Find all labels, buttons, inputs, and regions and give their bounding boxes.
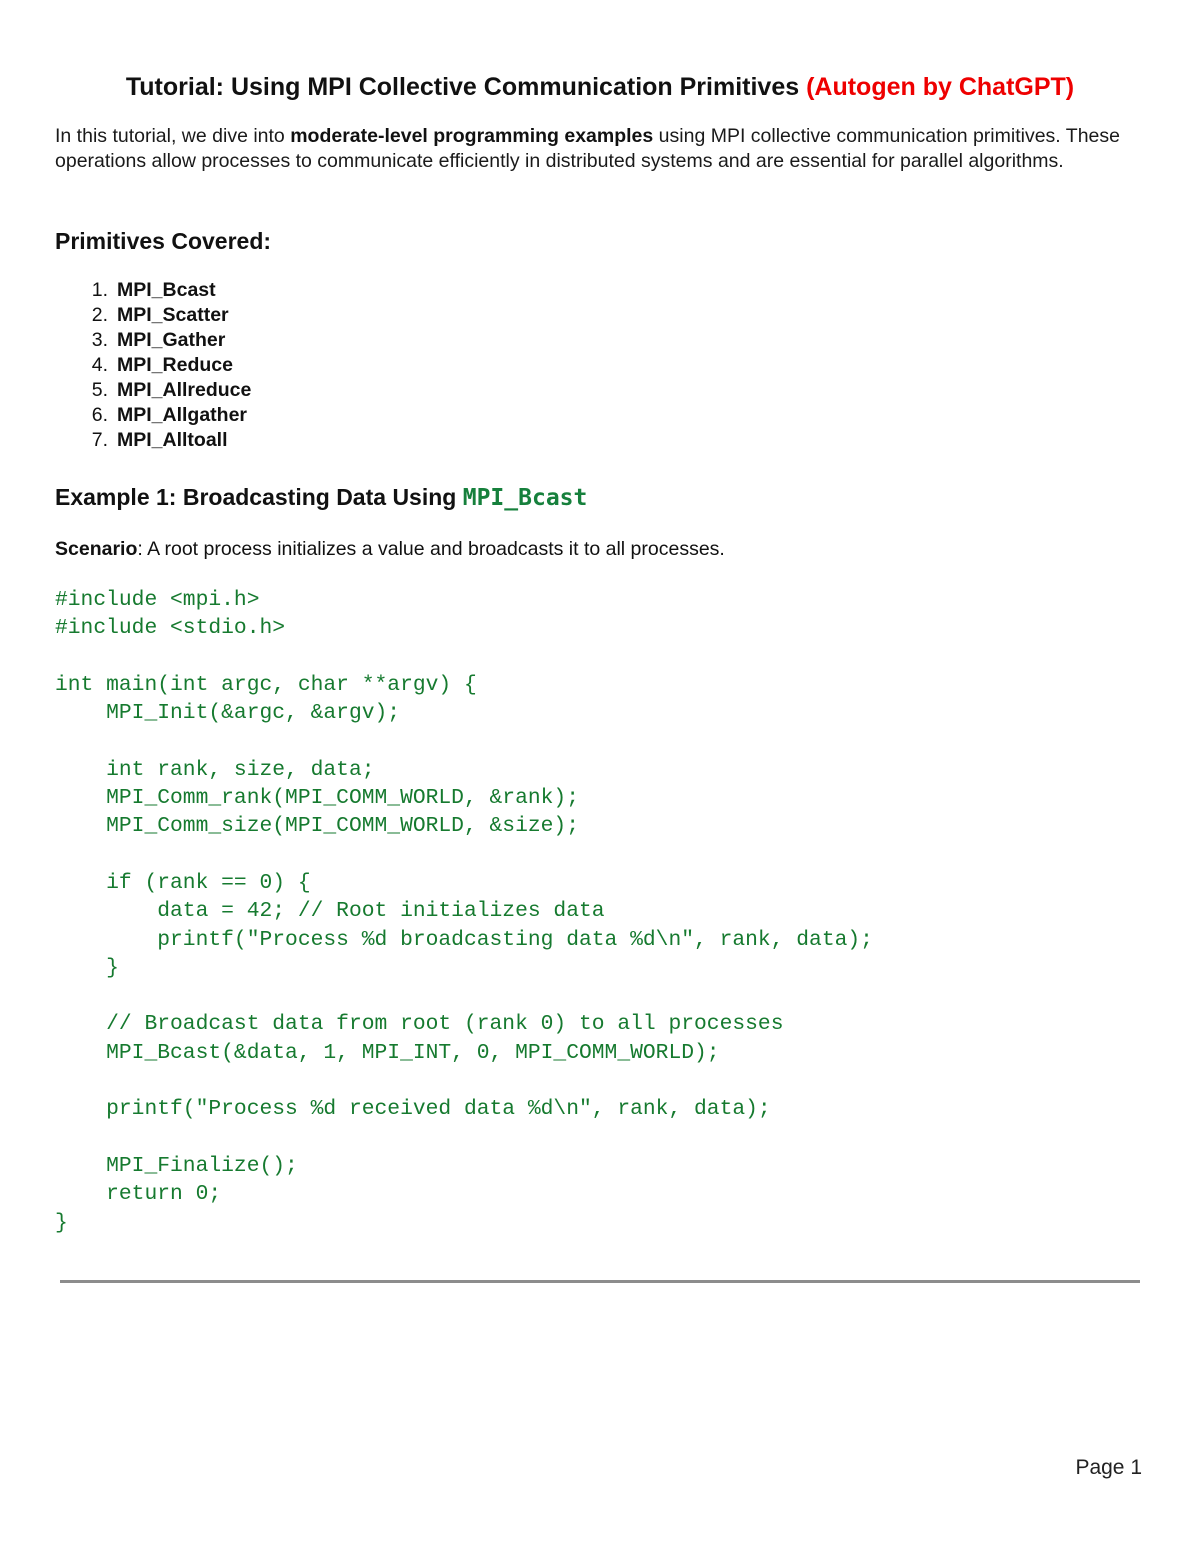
list-item [55, 428, 251, 453]
list-item-name: MPI_Allgather [117, 404, 248, 426]
code-line [55, 727, 873, 755]
page-number: Page 1 [1075, 1456, 1142, 1479]
code-line [55, 643, 873, 671]
code-line [55, 1067, 873, 1095]
code-line: printf("Process %d received data %d\n", rank, data); [55, 1097, 771, 1122]
scenario-label: Scenario [55, 538, 138, 560]
horizontal-divider [60, 1280, 1140, 1283]
list-item-number: 5. [91, 379, 108, 401]
list-item [55, 303, 251, 328]
list-item [55, 403, 251, 428]
example1-heading-code: MPI_Bcast [462, 485, 588, 511]
code-line [55, 982, 873, 1010]
primitives-list [55, 278, 251, 453]
code-line: MPI_Bcast(&data, 1, MPI_INT, 0, MPI_COMM_WORLD); [55, 1040, 720, 1065]
list-item-number: 2. [91, 304, 108, 326]
title-main: Tutorial: Using MPI Collective Communication Primitives [125, 73, 807, 101]
list-item-name: MPI_Allreduce [117, 379, 252, 401]
list-item-number: 6. [91, 404, 108, 426]
code-line [55, 841, 873, 869]
list-item-name: MPI_Reduce [117, 354, 233, 376]
scenario-paragraph [55, 537, 725, 562]
intro-bold-phrase: moderate-level programming examples [290, 125, 654, 147]
list-item-name: MPI_Alltoall [117, 429, 228, 451]
code-line: return 0; [55, 1182, 222, 1207]
list-item [55, 378, 251, 403]
code-line: printf("Process %d broadcasting data %d\n", rank, data); [55, 927, 873, 952]
list-item [55, 328, 251, 353]
code-line: MPI_Finalize(); [55, 1153, 298, 1178]
intro-text-end: using MPI collective communication primitives. These operations allow processes to communicate efficiently in distributed systems and are essential for parallel algorithms. [55, 125, 1120, 172]
list-item-name: MPI_Scatter [117, 304, 229, 326]
code-line: } [55, 955, 119, 980]
code-line: // Broadcast data from root (rank 0) to all processes [55, 1012, 784, 1037]
code-line: if (rank == 0) { [55, 870, 311, 895]
list-item-number: 3. [91, 329, 108, 351]
list-item-number: 1. [91, 279, 108, 301]
list-item-name: MPI_Gather [117, 329, 226, 351]
code-line: int rank, size, data; [55, 757, 375, 782]
code-line: } [55, 1210, 68, 1235]
page-title [0, 70, 1200, 104]
list-item-number: 7. [91, 429, 108, 451]
intro-text-start: In this tutorial, we dive into [55, 125, 291, 147]
intro-paragraph [55, 124, 1150, 174]
code-line [55, 1124, 873, 1152]
code-line: int main(int argc, char **argv) { [55, 672, 477, 697]
code-line: MPI_Init(&argc, &argv); [55, 701, 401, 726]
list-item-name: MPI_Bcast [117, 279, 216, 301]
code-line: data = 42; // Root initializes data [55, 899, 605, 924]
primitives-heading: Primitives Covered: [55, 228, 272, 254]
code-line: #include <stdio.h> [55, 616, 286, 641]
code-line: MPI_Comm_size(MPI_COMM_WORLD, &size); [55, 814, 579, 839]
list-item-number: 4. [91, 354, 108, 376]
code-block [55, 586, 873, 1237]
list-item [55, 278, 251, 303]
example1-heading-text: Example 1: Broadcasting Data Using [55, 484, 463, 510]
list-item [55, 353, 251, 378]
code-line: #include <mpi.h> [55, 588, 260, 612]
scenario-text: : A root process initializes a value and broadcasts it to all processes. [137, 538, 725, 560]
title-autogen-tag: (Autogen by ChatGPT) [806, 73, 1075, 101]
code-line: MPI_Comm_rank(MPI_COMM_WORLD, &rank); [55, 786, 579, 811]
example1-heading [55, 482, 587, 513]
